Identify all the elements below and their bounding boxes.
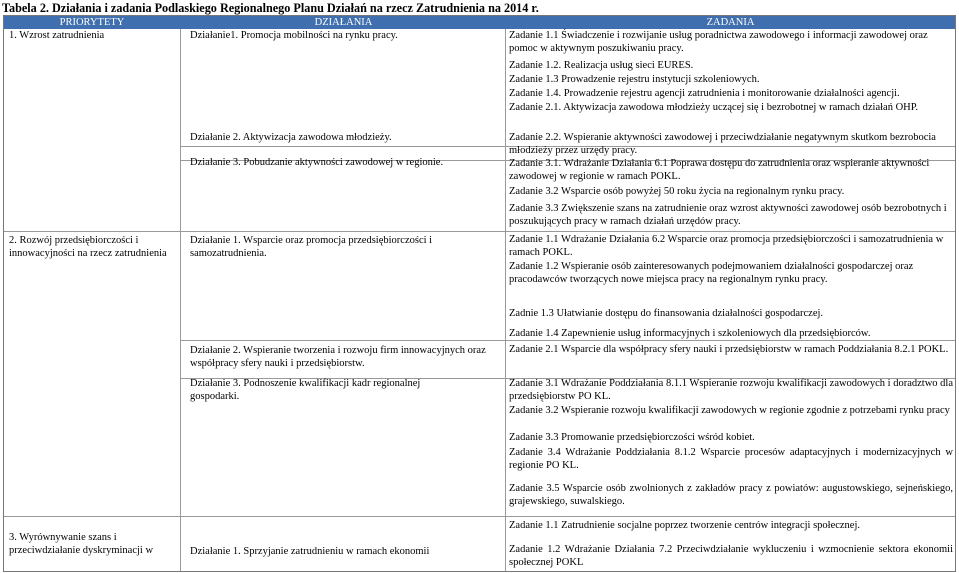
- action-2-3: Działanie 3. Podnoszenie kwalifikacji kadr regionalnej gospodarki.: [190, 378, 421, 402]
- task-2-3-3: Zadanie 3.3 Promowanie przedsiębiorczości wśród kobiet.: [509, 432, 755, 443]
- action-2-1: Działanie 1. Wsparcie oraz promocja przedsiębiorczości i samozatrudnienia.: [190, 235, 433, 259]
- task-1-2-2: Zadanie 2.2. Wspieranie aktywności zawodowej i przeciwdziałanie negatywnym skutkom bezrobocia młodzieży przez urzędy pracy.: [509, 132, 936, 156]
- priority-1: 1. Wzrost zatrudnienia: [9, 30, 105, 41]
- row-divider: [4, 516, 955, 517]
- column-divider: [180, 29, 181, 571]
- task-2-1-4: Zadanie 1.4 Zapewnienie usług informacyjnych i szkoleniowych dla przedsiębiorców.: [509, 328, 871, 339]
- table-title: Tabela 2. Działania i zadania Podlaskiego Regionalnego Planu Działań na rzecz Zatrudnienia na 2014 r.: [2, 1, 539, 15]
- task-1-1-1: Zadanie 1.1 Świadczenie i rozwijanie usług poradnictwa zawodowego i informacji zawodowej oraz pomoc w aktywnym poszukiwaniu pracy.: [509, 30, 928, 54]
- task-1-2-1: Zadanie 2.1. Aktywizacja zawodowa młodzieży uczącej się i bezrobotnej w ramach działań OHP.: [509, 102, 919, 113]
- task-1-3-2: Zadanie 3.2 Wsparcie osób powyżej 50 roku życia na regionalnym rynku pracy.: [509, 186, 845, 197]
- column-divider: [505, 29, 506, 571]
- task-3-1-1: Zadanie 1.1 Zatrudnienie socjalne poprzez tworzenie centrów integracji społecznej.: [509, 520, 861, 531]
- task-2-3-4: Zadanie 3.4 Wdrażanie Poddziałania 8.1.2 Wsparcie procesów adaptacyjnych i modernizacyjnych w regionie PO KL.: [509, 447, 953, 471]
- task-1-3-3: Zadanie 3.3 Zwiększenie szans na zatrudnienie oraz wzrost aktywności zawodowej osób bezrobotnych i poszukujących pracy w ramach działań urzędów pracy.: [509, 203, 947, 227]
- task-2-3-5: Zadanie 3.5 Wsparcie osób zwolnionych z zakładów pracy z powiatów: augustowskiego, sejneńskiego, grajewskiego, suwalskiego.: [509, 483, 953, 507]
- action-2-2: Działanie 2. Wspieranie tworzenia i rozwoju firm innowacyjnych oraz współpracy sfery nauki i przedsiębiorstw.: [190, 345, 486, 369]
- action-1-1: Działanie1. Promocja mobilności na rynku pracy.: [190, 30, 398, 41]
- task-3-1-2: Zadanie 1.2 Wdrażanie Działania 7.2 Przeciwdziałanie wykluczeniu i wzmocnienie sektora ekonomii społecznej POKL: [509, 544, 953, 568]
- header-tasks: ZADANIA: [706, 17, 755, 28]
- priority-3: 3. Wyrównywanie szans i przeciwdziałanie dyskryminacji w: [9, 532, 154, 556]
- task-2-1-3: Zadnie 1.3 Ułatwianie dostępu do finansowania działalności gospodarczej.: [509, 308, 824, 319]
- header-priorities: PRIORYTETY: [59, 17, 125, 28]
- task-1-1-4: Zadanie 1.4. Prowadzenie rejestru agencji zatrudnienia i monitorowanie działalności agencji.: [509, 88, 900, 99]
- action-3-1: Działanie 1. Sprzyjanie zatrudnieniu w ramach ekonomii: [190, 546, 430, 557]
- task-2-2-1: Zadanie 2.1 Wsparcie dla współpracy sfery nauki i przedsiębiorstw w ramach Poddziałania 8.2.1 POKL.: [509, 344, 949, 355]
- task-2-1-2: Zadanie 1.2 Wspieranie osób zainteresowanych podejmowaniem działalności gospodarczej oraz pracodawców tworzących nowe miejsca pracy na regionalnym rynku pracy.: [509, 261, 914, 285]
- priority-2: 2. Rozwój przedsiębiorczości i innowacyjności na rzecz zatrudnienia: [9, 235, 167, 259]
- header-actions: DZIAŁANIA: [314, 17, 373, 28]
- action-1-3: Działanie 3. Pobudzanie aktywności zawodowej w regionie.: [190, 157, 444, 168]
- task-2-3-1: Zadanie 3.1 Wdrażanie Poddziałania 8.1.1 Wspieranie rozwoju kwalifikacji zawodowych i doradztwo dla przedsiębiorstw PO KL.: [509, 378, 953, 402]
- row-divider: [4, 231, 955, 232]
- task-1-3-1: Zadanie 3.1. Wdrażanie Działania 6.1 Poprawa dostępu do zatrudnienia oraz wspieranie aktywności zawodowej w regionie w ramach POKL.: [509, 158, 930, 182]
- actions-table: [3, 15, 956, 572]
- action-1-2: Działanie 2. Aktywizacja zawodowa młodzieży.: [190, 132, 392, 143]
- task-2-3-2: Zadanie 3.2 Wspieranie rozwoju kwalifikacji zawodowych w regionie zgodnie z potrzebami rynku pracy: [509, 405, 950, 416]
- task-1-1-2: Zadanie 1.2. Realizacja usług sieci EURES.: [509, 60, 694, 71]
- task-1-1-3: Zadanie 1.3 Prowadzenie rejestru instytucji szkoleniowych.: [509, 74, 760, 85]
- table-header: [4, 16, 955, 29]
- task-2-1-1: Zadanie 1.1 Wdrażanie Działania 6.2 Wsparcie oraz promocja przedsiębiorczości i samozatrudnienia w ramach POKL.: [509, 234, 944, 258]
